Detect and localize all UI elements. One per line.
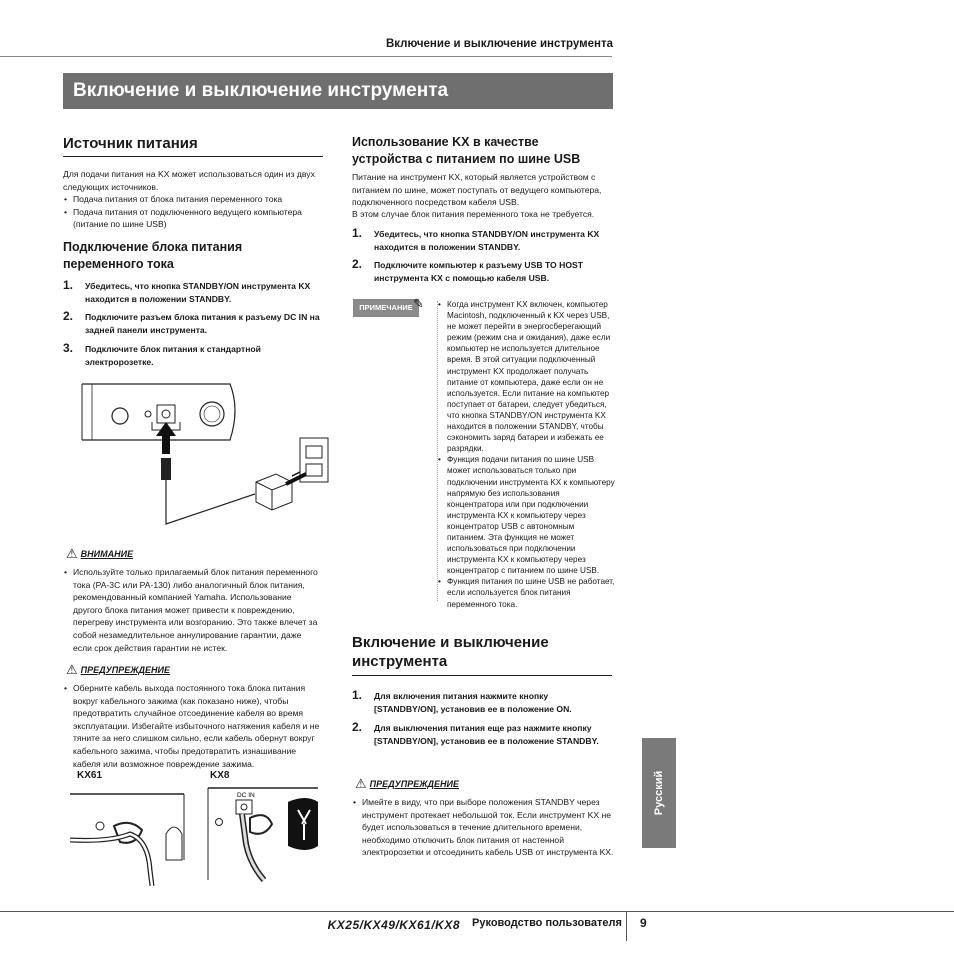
page-number: 9 bbox=[640, 916, 647, 930]
kx8-clamp-illustration bbox=[206, 784, 318, 884]
step-text: Для выключения питания еще раз нажмите кнопку [STANDBY/ON], установив ее в положение STANDBY. bbox=[374, 723, 599, 746]
section-title-usb-power: Использование KX в качестве устройства с питанием по шине USB bbox=[352, 135, 581, 166]
warning-triangle-icon: ⚠ bbox=[355, 776, 367, 791]
kx61-clamp-illustration bbox=[70, 790, 188, 886]
footer-guide-title: Руководство пользователя bbox=[472, 917, 622, 929]
step-text: Убедитесь, что кнопка STANDBY/ON инструмента KX находится в положении STANDBY. bbox=[85, 281, 311, 304]
step-text: Подключите блок питания к стандартной электророзетке. bbox=[85, 344, 261, 367]
warning-label: ПРЕДУПРЕЖДЕНИЕ bbox=[369, 779, 460, 789]
header-rule bbox=[0, 56, 612, 57]
intro-paragraph: Для подачи питания на KX может использоваться один из двух следующих источников. bbox=[63, 169, 315, 192]
step-3 bbox=[63, 343, 321, 371]
warning-heading-right bbox=[355, 776, 459, 792]
list-item: • Функция питания по шине USB не работает, если используется блок питания переменного тока. bbox=[437, 576, 615, 609]
list-item: • Когда инструмент KX включен, компьютер Macintosh, подключенный к KX через USB, не может перейти в энергосберегающий режим (режим сна и ожидания), даже если компьютер не используется длительное время. В этой ситуации подключенный инструмент KX продолжает получать питание от компьютера, даже если он не используется. Если питание на компьютер поступает от батареи, следует убедиться, что кнопка STANDBY/ON инструмента KX находится в положении STANDBY, чтобы сэкономить заряд батареи и избежать ее разрядки. bbox=[437, 299, 615, 454]
warning-label: ПРЕДУПРЕЖДЕНИЕ bbox=[80, 665, 171, 675]
power-step-2 bbox=[352, 722, 614, 762]
step-number: 2. bbox=[63, 309, 74, 323]
subsection-title-ac-adaptor: Подключение блока питания переменного тока bbox=[63, 240, 243, 271]
ac-adaptor-illustration bbox=[70, 374, 332, 534]
step-text: Для включения питания нажмите кнопку [STANDBY/ON], установив ее в положение ON. bbox=[374, 691, 572, 714]
list-item: • Подача питания от подключенного ведущего компьютера (питание по шине USB) bbox=[63, 206, 321, 231]
section-rule bbox=[63, 156, 323, 157]
usb-intro-paragraph-2: В этом случае блок питания переменного тока не требуется. bbox=[352, 209, 595, 219]
step-number: 2. bbox=[352, 257, 363, 271]
language-tab bbox=[642, 738, 676, 848]
running-header: Включение и выключение инструмента bbox=[385, 38, 613, 50]
section-rule bbox=[352, 675, 612, 676]
list-item: • Подача питания от блока питания переменного тока bbox=[63, 193, 321, 206]
power-step-1 bbox=[352, 690, 614, 718]
step-text: Убедитесь, что кнопка STANDBY/ON инструмента KX находится в положении STANDBY. bbox=[374, 229, 600, 252]
model-names-logo: KX25/KX49/KX61/KX8 bbox=[327, 918, 460, 932]
warning-list-right bbox=[352, 796, 614, 859]
power-source-list bbox=[63, 193, 321, 231]
figure-label-kx8: KX8 bbox=[210, 770, 230, 781]
pen-note-icon: ✎ bbox=[413, 296, 424, 311]
caution-heading bbox=[66, 546, 133, 562]
caution-label: ВНИМАНИЕ bbox=[80, 549, 134, 559]
usb-step-1 bbox=[352, 228, 614, 256]
list-item: • Имейте в виду, что при выборе положения STANDBY через инструмент протекает небольшой ток. Если инструмент KX не будет использоваться в течение длительного времени, необходимо отключить блок питания от настенной электророзетки и отсоединить кабель USB от инструмента KX. bbox=[352, 796, 614, 859]
warning-list bbox=[63, 682, 321, 770]
step-number: 2. bbox=[352, 720, 363, 734]
note-badge bbox=[353, 299, 419, 317]
list-item: • Используйте только прилагаемый блок питания переменного тока (PA-3C или PA-130) либо аналогичный блок питания, рекомендованный компанией Yamaha. Использование другого блока питания может привести к повреждению, перегреву инструмента или возгоранию. Это также влечет за собой незамедлительное аннулирование гарантии, даже если срок действия гарантии не истек. bbox=[63, 566, 321, 654]
warning-triangle-icon: ⚠ bbox=[66, 546, 78, 561]
step-number: 3. bbox=[63, 341, 74, 355]
warning-triangle-icon: ⚠ bbox=[66, 662, 78, 677]
footer-divider bbox=[626, 911, 627, 941]
section-title-power-on-off: Включение и выключение инструмента bbox=[352, 634, 549, 670]
dc-in-label: DC IN bbox=[237, 792, 255, 799]
note-label: ПРИМЕЧАНИЕ bbox=[359, 303, 413, 312]
step-text: Подключите разъем блока питания к разъему DC IN на задней панели инструмента. bbox=[85, 312, 320, 335]
warning-heading bbox=[66, 662, 170, 678]
footer-rule bbox=[0, 911, 954, 912]
usb-step-2 bbox=[352, 259, 614, 287]
step-text: Подключите компьютер к разъему USB TO HOST инструмента KX с помощью кабеля USB. bbox=[374, 260, 583, 283]
language-tab-label: Русский bbox=[653, 770, 665, 816]
title-bar bbox=[63, 73, 613, 109]
caution-list bbox=[63, 566, 321, 654]
step-2 bbox=[63, 311, 321, 339]
list-item: • Функция подачи питания по шине USB может использоваться только при подключении инструмента KX к компьютеру напрямую без использования концентратора или при подключении инструмента KX к компьютеру через концентратор USB с автономным питанием. Эта функция не может использоваться при подключении инструмента KX к компьютеру через концентратор с питанием по шине USB. bbox=[437, 454, 615, 576]
section-title-power-source: Источник питания bbox=[63, 135, 198, 152]
step-number: 1. bbox=[63, 278, 74, 292]
figure-label-kx61: KX61 bbox=[77, 770, 103, 781]
step-number: 1. bbox=[352, 226, 363, 240]
list-item: • Оберните кабель выхода постоянного тока блока питания вокруг кабельного зажима (как показано ниже), чтобы предотвратить случайное отсоединение кабеля во время эксплуатации. Избегайте избыточного натяжения кабеля и не тяните за него слишком сильно, если кабель обернут вокруг кабельного зажима, чтобы предотвратить изнашивание кабеля или возможное повреждение зажима. bbox=[63, 682, 321, 770]
usb-intro-paragraph: Питание на инструмент KX, который является устройством с питанием по шине, может поступать от ведущего компьютера, подключенного посредством кабеля USB. bbox=[352, 172, 602, 208]
step-1 bbox=[63, 280, 321, 308]
note-list bbox=[437, 299, 615, 610]
page-title: Включение и выключение инструмента bbox=[73, 80, 449, 101]
step-number: 1. bbox=[352, 688, 363, 702]
